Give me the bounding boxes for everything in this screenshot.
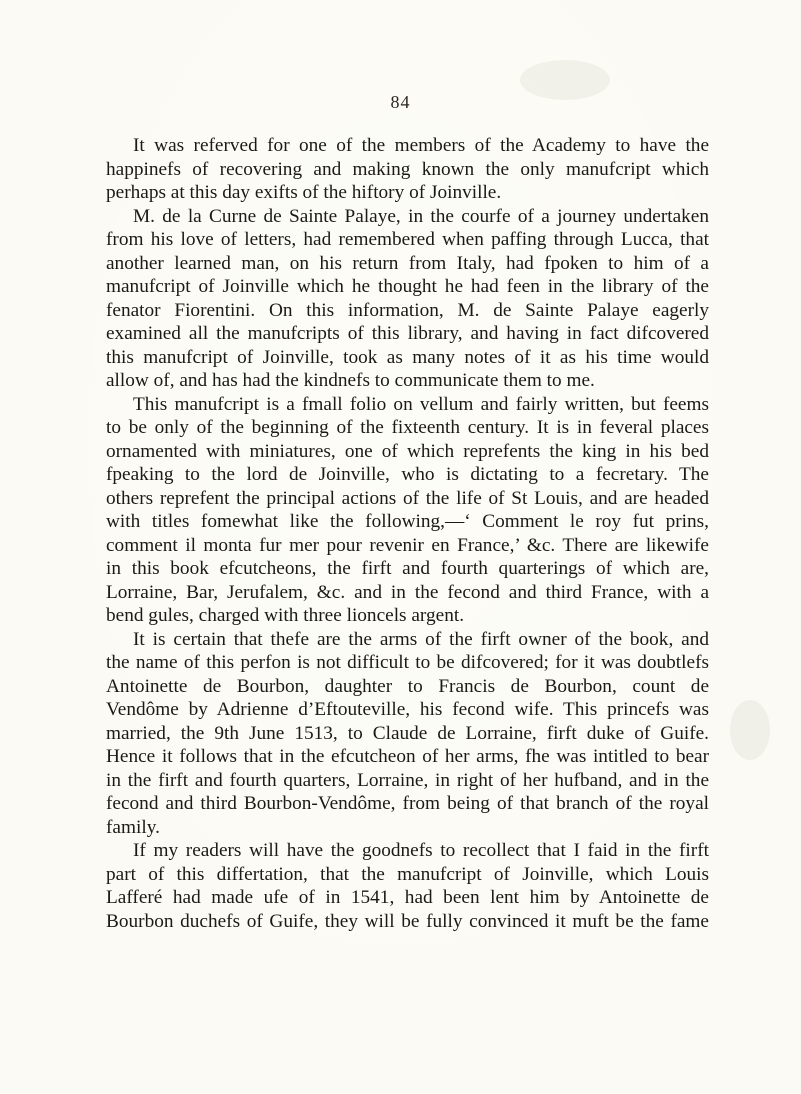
body-text xyxy=(106,134,709,933)
text-line: the name of this perfon is not difficult to be difcovered; for it was doubtlefs xyxy=(106,652,709,673)
text-line: comment il monta fur mer pour revenir en France,’ &c. There are likewife xyxy=(106,534,709,556)
text-line: bend gules, charged with three lioncels argent. xyxy=(106,605,465,626)
text-line: to be only of the beginning of the fixteenth century. It is in feveral places xyxy=(106,417,709,438)
text-line: ornamented with miniatures, one of which reprefents the king in his bed xyxy=(106,440,709,462)
text-line: Vendôme by Adrienne d’Eftouteville, his fecond wife. This princefs was xyxy=(106,699,709,720)
text-line: M. de la Curne de Sainte Palaye, in the courfe of a journey undertaken xyxy=(133,205,709,227)
text-line: It was referved for one of the members of the Academy to have the xyxy=(133,135,709,156)
text-line: from his love of letters, had remembered when paffing through Lucca, that xyxy=(106,229,709,250)
text-line: married, the 9th June 1513, to Claude de Lorraine, firft duke of Guife. xyxy=(106,722,709,744)
text-line: others reprefent the principal actions of the life of St Louis, and are headed xyxy=(106,487,709,509)
text-line: with titles fomewhat like the following,—‘ Comment le roy fut prins, xyxy=(106,511,709,532)
text-line: If my readers will have the goodnefs to recollect that I faid in the firft xyxy=(133,840,709,861)
paragraph-3 xyxy=(106,393,709,628)
text-line: It is certain that thefe are the arms of the firft owner of the book, and xyxy=(133,628,709,650)
text-line: This manufcript is a fmall folio on vellum and fairly written, but feems xyxy=(133,393,709,415)
text-line: Lafferé had made ufe of in 1541, had been lent him by Antoinette de xyxy=(106,887,709,908)
text-line: this manufcript of Joinville, took as many notes of it as his time would xyxy=(106,346,709,368)
paper-stain xyxy=(730,700,770,760)
text-line: fpeaking to the lord de Joinville, who is dictating to a fecretary. The xyxy=(106,464,709,485)
text-line: in this book efcutcheons, the firft and fourth quarterings of which are, xyxy=(106,558,709,579)
text-line: perhaps at this day exifts of the hiftory of Joinville. xyxy=(106,182,502,203)
paragraph-2 xyxy=(106,205,709,393)
paragraph-5 xyxy=(106,839,709,933)
page-number: 84 xyxy=(390,92,411,112)
text-line: examined all the manufcripts of this library, and having in fact difcovered xyxy=(106,323,709,344)
text-line: family. xyxy=(106,816,160,838)
text-line: Lorraine, Bar, Jerufalem, &c. and in the fecond and third France, with a xyxy=(106,581,709,603)
text-line: part of this differtation, that the manufcript of Joinville, which Louis xyxy=(106,863,709,885)
text-line: Hence it follows that in the efcutcheon of her arms, fhe was intitled to bear xyxy=(106,746,709,767)
text-line: another learned man, on his return from Italy, had fpoken to him of a xyxy=(106,252,709,274)
text-line: fenator Fiorentini. On this information, M. de Sainte Palaye eagerly xyxy=(106,299,709,321)
paragraph-1 xyxy=(106,134,709,205)
text-line: Bourbon duchefs of Guife, they will be fully convinced it muft be the fame xyxy=(106,910,709,932)
text-line: happinefs of recovering and making known the only manufcript which xyxy=(106,158,709,180)
text-line: fecond and third Bourbon-Vendôme, from being of that branch of the royal xyxy=(106,793,709,814)
text-line: manufcript of Joinville which he thought he had feen in the library of the xyxy=(106,276,709,297)
paragraph-4 xyxy=(106,628,709,840)
text-line: allow of, and has had the kindnefs to communicate them to me. xyxy=(106,370,595,391)
text-line: in the firft and fourth quarters, Lorraine, in right of her hufband, and in the xyxy=(106,769,709,791)
text-line: Antoinette de Bourbon, daughter to Francis de Bourbon, count de xyxy=(106,675,709,697)
